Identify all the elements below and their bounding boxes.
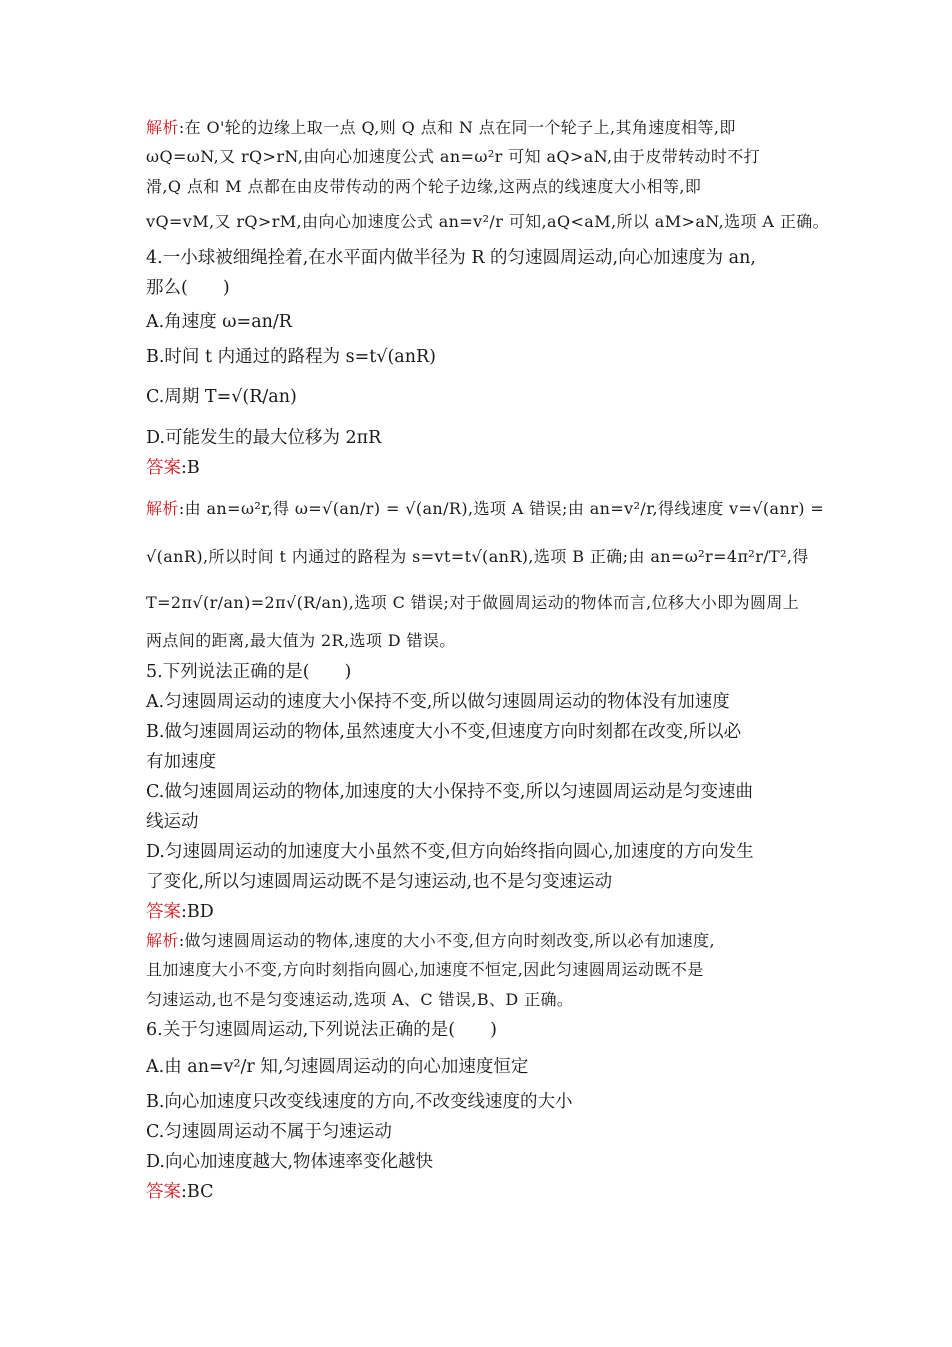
analysis-label: 解析: [146, 499, 179, 518]
analysis-3-line-3: 滑,Q 点和 M 点都在由皮带传动的两个轮子边缘,这两点的线速度大小相等,即: [146, 177, 702, 196]
question-4-stem: 4.一小球被细绳拴着,在水平面内做半径为 R 的匀速圆周运动,向心加速度为 an,: [146, 248, 756, 268]
analysis-5-line-2: 且加速度大小不变,方向时刻指向圆心,加速度不恒定,因此匀速圆周运动既不是: [146, 960, 704, 979]
analysis-5-line-1: 解析:做匀速圆周运动的物体,速度的大小不变,但方向时刻改变,所以必有加速度,: [146, 931, 715, 950]
analysis-4-line-4: 两点间的距离,最大值为 2R,选项 D 错误。: [146, 631, 456, 650]
option-5c-cont: 线运动: [146, 812, 199, 832]
question-4-stem-cont: 那么( ): [146, 278, 230, 298]
option-6b: B.向心加速度只改变线速度的方向,不改变线速度的大小: [146, 1092, 573, 1112]
option-4a: A.角速度 ω=an/R: [146, 312, 292, 332]
answer-5: 答案:BD: [146, 902, 214, 922]
analysis-4-line-3: T=2π√(r/an)=2π√(R/an),选项 C 错误;对于做圆周运动的物体而言,位移大小即为圆周上: [146, 593, 800, 612]
option-4c: C.周期 T=√(R/an): [146, 387, 297, 407]
answer-label: 答案: [146, 1182, 181, 1202]
analysis-3-line-1: 解析:在 O'轮的边缘上取一点 Q,则 Q 点和 N 点在同一个轮子上,其角速度相等,即: [146, 118, 736, 137]
analysis-3-line-4: vQ=vM,又 rQ>rM,由向心加速度公式 an=v²/r 可知,aQ<aM,所以 aM>aN,选项 A 正确。: [146, 212, 830, 231]
question-5-stem: 5.下列说法正确的是( ): [146, 662, 352, 682]
analysis-4-line-2: √(anR),所以时间 t 内通过的路程为 s=vt=t√(anR),选项 B 正确;由 an=ω²r=4π²r/T²,得: [146, 547, 809, 566]
option-6c: C.匀速圆周运动不属于匀速运动: [146, 1122, 392, 1142]
analysis-5-line-3: 匀速运动,也不是匀变速运动,选项 A、C 错误,B、D 正确。: [146, 990, 574, 1009]
option-5b: B.做匀速圆周运动的物体,虽然速度大小不变,但速度方向时刻都在改变,所以必: [146, 722, 742, 742]
answer-4: 答案:B: [146, 458, 200, 478]
option-5a: A.匀速圆周运动的速度大小保持不变,所以做匀速圆周运动的物体没有加速度: [146, 692, 730, 712]
question-6-stem: 6.关于匀速圆周运动,下列说法正确的是( ): [146, 1020, 497, 1040]
analysis-label: 解析: [146, 931, 179, 950]
answer-label: 答案: [146, 902, 181, 922]
analysis-3-line-2: ωQ=ωN,又 rQ>rN,由向心加速度公式 an=ω²r 可知 aQ>aN,由于皮带转动时不打: [146, 147, 761, 166]
option-5d: D.匀速圆周运动的加速度大小虽然不变,但方向始终指向圆心,加速度的方向发生: [146, 842, 754, 862]
option-5d-cont: 了变化,所以匀速圆周运动既不是匀速运动,也不是匀变速运动: [146, 872, 613, 892]
option-4b: B.时间 t 内通过的路程为 s=t√(anR): [146, 347, 437, 367]
answer-label: 答案: [146, 458, 181, 478]
analysis-4-line-1: 解析:由 an=ω²r,得 ω=√(an/r) = √(an/R),选项 A 错误;由 an=v²/r,得线速度 v=√(anr) =: [146, 499, 825, 518]
option-5c: C.做匀速圆周运动的物体,加速度的大小保持不变,所以匀速圆周运动是匀变速曲: [146, 782, 753, 802]
answer-6: 答案:BC: [146, 1182, 214, 1202]
analysis-label: 解析: [146, 118, 179, 137]
option-6d: D.向心加速度越大,物体速率变化越快: [146, 1152, 434, 1172]
option-6a: A.由 an=v²/r 知,匀速圆周运动的向心加速度恒定: [146, 1057, 529, 1077]
option-5b-cont: 有加速度: [146, 752, 216, 772]
option-4d: D.可能发生的最大位移为 2πR: [146, 428, 382, 448]
